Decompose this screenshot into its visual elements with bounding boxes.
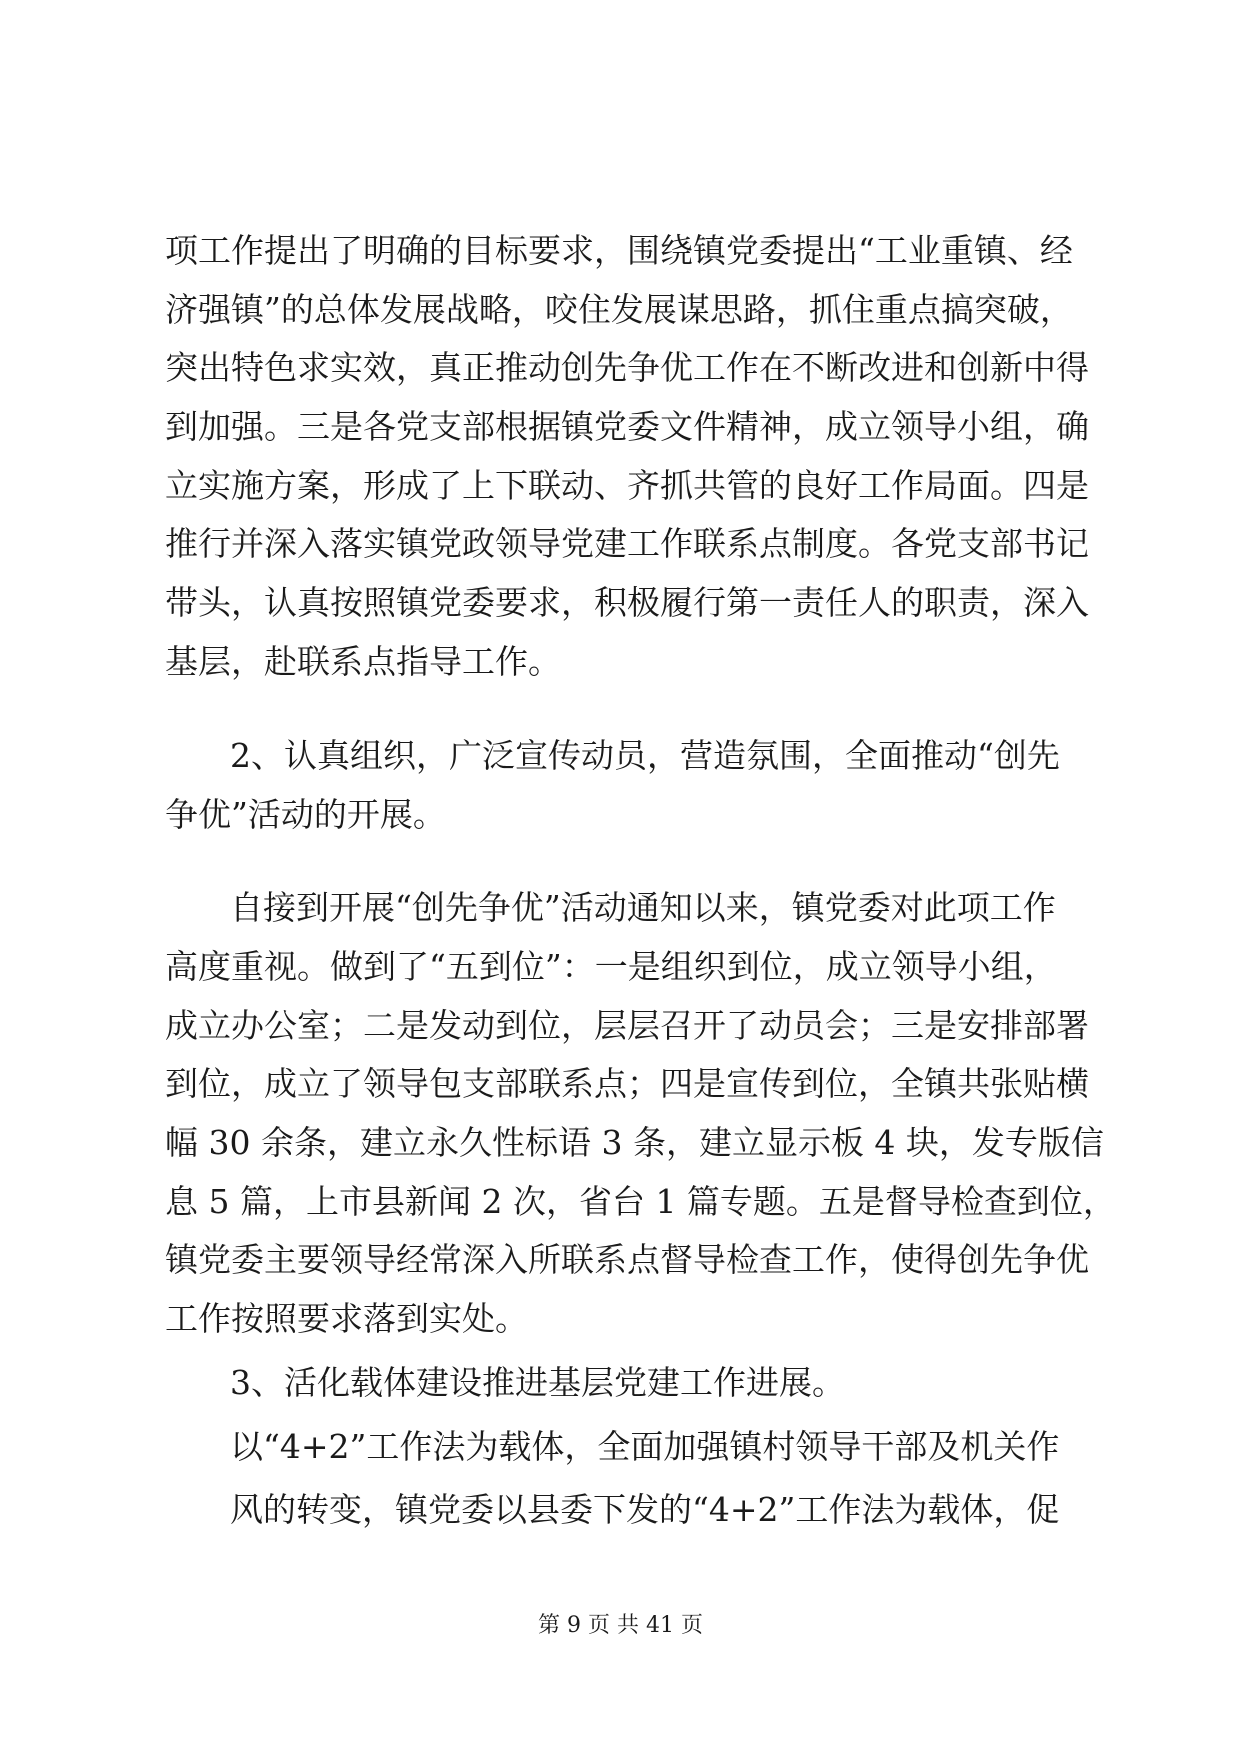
section-heading: 3、活化载体建设推进基层党建工作进展。 bbox=[230, 1363, 845, 1402]
section-heading: 争优”活动的开展。 bbox=[165, 795, 446, 834]
text-line: 高度重视。做到了“五到位”：一是组织到位，成立领导小组， bbox=[165, 947, 1057, 986]
page-footer: 第 9 页 共 41 页 bbox=[538, 1613, 703, 1638]
text-line: 到位，成立了领导包支部联系点；四是宣传到位，全镇共张贴横 bbox=[165, 1064, 1089, 1103]
text-line: 工作按照要求落到实处。 bbox=[165, 1299, 528, 1338]
text-line: 到加强。三是各党支部根据镇党委文件精神，成立领导小组，确 bbox=[165, 407, 1089, 446]
text-line: 项工作提出了明确的目标要求，围绕镇党委提出“工业重镇、经 bbox=[165, 231, 1073, 270]
text-line: 以“4+2”工作法为载体，全面加强镇村领导干部及机关作 bbox=[230, 1427, 1060, 1466]
text-line: 突出特色求实效，真正推动创先争优工作在不断改进和创新中得 bbox=[165, 348, 1089, 387]
text-line: 济强镇”的总体发展战略，咬住发展谋思路，抓住重点搞突破， bbox=[165, 290, 1073, 329]
text-line: 息 5 篇，上市县新闻 2 次，省台 1 篇专题。五是督导检查到位， bbox=[165, 1182, 1116, 1221]
text-line: 镇党委主要领导经常深入所联系点督导检查工作，使得创先争优 bbox=[165, 1240, 1089, 1279]
section-heading: 2、认真组织，广泛宣传动员，营造氛围，全面推动“创先 bbox=[230, 736, 1060, 775]
text-line: 立实施方案，形成了上下联动、齐抓共管的良好工作局面。四是 bbox=[165, 466, 1089, 505]
text-line: 推行并深入落实镇党政领导党建工作联系点制度。各党支部书记 bbox=[165, 524, 1089, 563]
text-line: 自接到开展“创先争优”活动通知以来，镇党委对此项工作 bbox=[230, 888, 1056, 927]
text-line: 幅 30 余条，建立永久性标语 3 条，建立显示板 4 块，发专版信 bbox=[165, 1123, 1104, 1162]
text-line: 基层，赴联系点指导工作。 bbox=[165, 642, 561, 681]
text-line: 成立办公室；二是发动到位，层层召开了动员会；三是安排部署 bbox=[165, 1006, 1089, 1045]
text-line: 带头，认真按照镇党委要求，积极履行第一责任人的职责，深入 bbox=[165, 583, 1089, 622]
text-line: 风的转变，镇党委以县委下发的“4+2”工作法为载体，促 bbox=[230, 1490, 1060, 1529]
